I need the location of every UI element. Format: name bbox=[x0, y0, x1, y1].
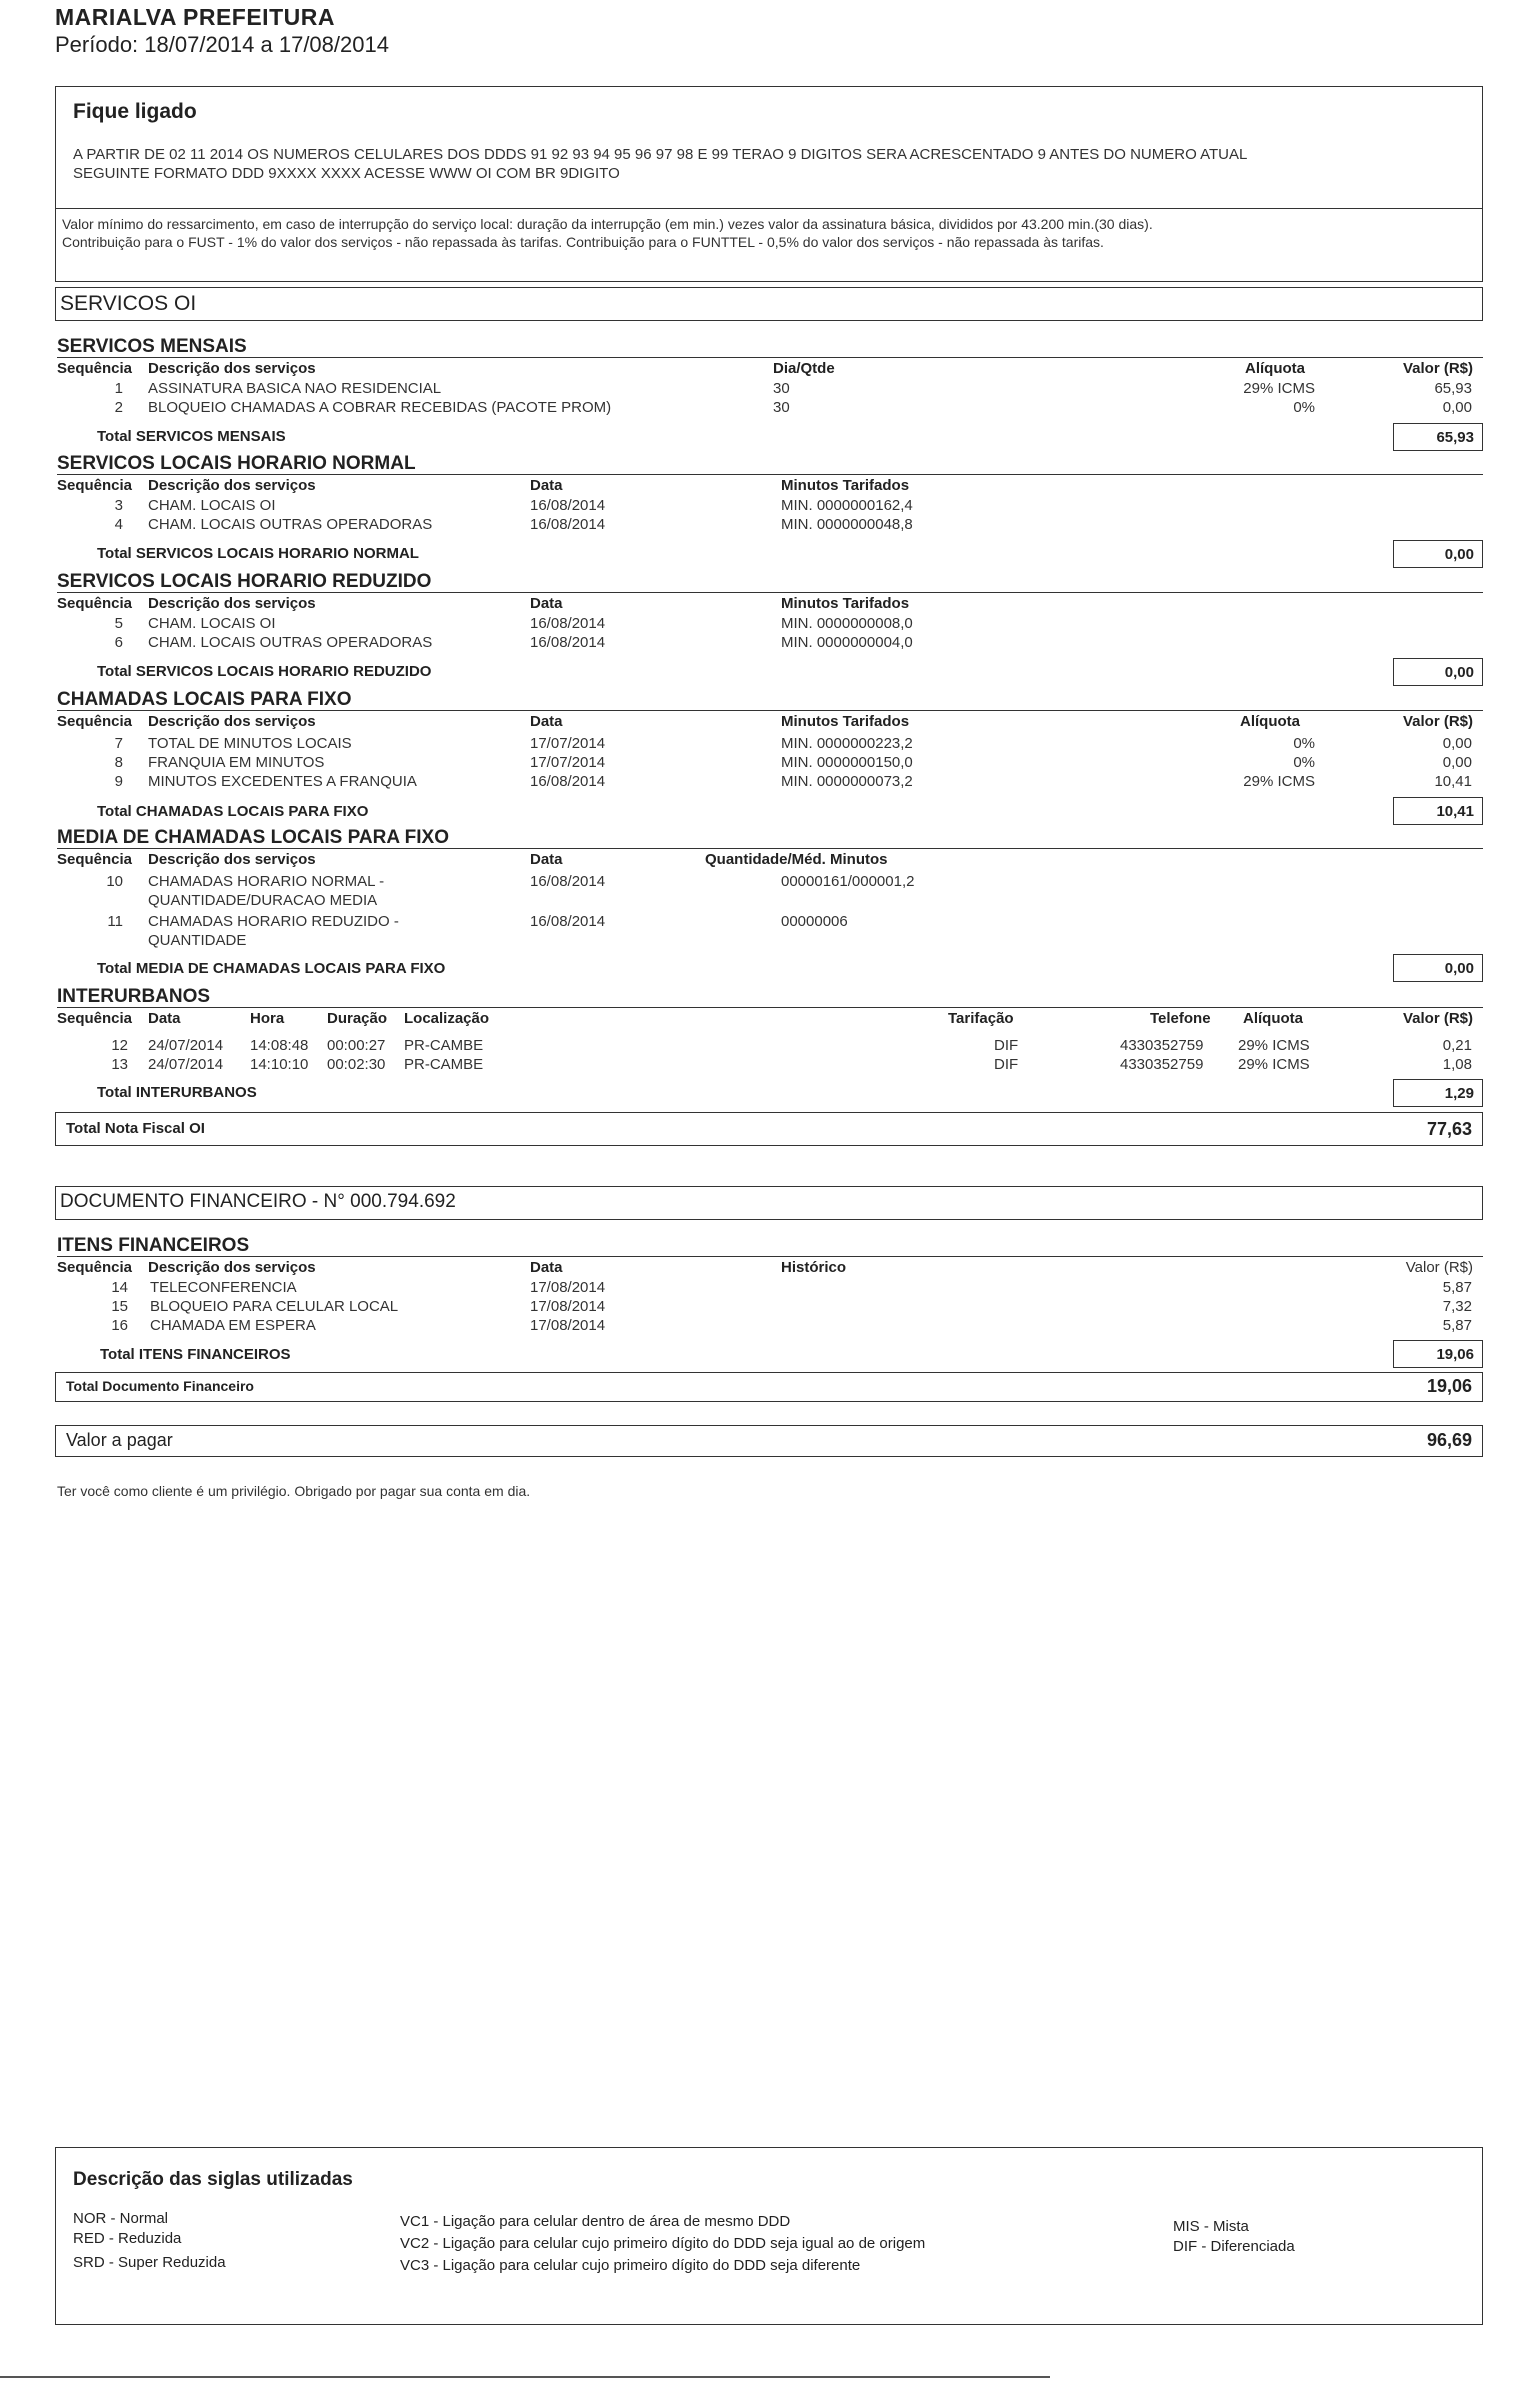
table-row-dur: 00:02:30 bbox=[327, 1056, 386, 1073]
legend-item: VC3 - Ligação para celular cujo primeiro dígito do DDD seja diferente bbox=[400, 2257, 861, 2274]
table-row-loc: PR-CAMBE bbox=[404, 1056, 484, 1073]
table-row-seq: 13 bbox=[111, 1056, 128, 1073]
media-fixo-col-seq: Sequência bbox=[57, 851, 133, 868]
table-row-min: MIN. 0000000048,8 bbox=[781, 516, 913, 533]
table-row-desc: CHAMADAS HORARIO NORMAL - bbox=[148, 873, 385, 890]
table-row-tarif: DIF bbox=[994, 1056, 1019, 1073]
table-row-data: 17/08/2014 bbox=[530, 1317, 606, 1334]
mensais-col-dia: Dia/Qtde bbox=[773, 360, 835, 377]
table-row-seq: 6 bbox=[114, 634, 123, 651]
table-row-valor: 5,87 bbox=[1442, 1317, 1472, 1334]
table-row-desc: QUANTIDADE/DURACAO MEDIA bbox=[148, 892, 378, 909]
table-row-valor: 0,00 bbox=[1442, 754, 1472, 771]
locais-normal-col-seq: Sequência bbox=[57, 477, 133, 494]
table-row-desc: MINUTOS EXCEDENTES A FRANQUIA bbox=[148, 773, 417, 790]
legend-item: NOR - Normal bbox=[73, 2210, 169, 2227]
legend-item: RED - Reduzida bbox=[73, 2230, 182, 2247]
table-row-hora: 14:10:10 bbox=[250, 1056, 309, 1073]
table-row-hora: 14:08:48 bbox=[250, 1037, 309, 1054]
table-row-tel: 4330352759 bbox=[1120, 1037, 1204, 1054]
documento-financeiro-total-box bbox=[55, 1372, 1483, 1402]
table-row-valor: 5,87 bbox=[1442, 1279, 1472, 1296]
table-row-data: 17/07/2014 bbox=[530, 754, 606, 771]
table-row-valor: 0,21 bbox=[1442, 1037, 1472, 1054]
table-row-seq: 12 bbox=[111, 1037, 128, 1054]
table-row-aliq: 0% bbox=[1293, 399, 1315, 416]
locais-normal-col-desc: Descrição dos serviços bbox=[148, 477, 316, 494]
interurbanos-col-dur: Duração bbox=[327, 1010, 388, 1027]
table-row-dur: 00:00:27 bbox=[327, 1037, 386, 1054]
interurbanos-rule bbox=[57, 1007, 1483, 1008]
interurbanos-col-valor: Valor (R$) bbox=[1402, 1010, 1473, 1027]
locais-normal-title: SERVICOS LOCAIS HORARIO NORMAL bbox=[57, 453, 416, 474]
table-row-valor: 65,93 bbox=[1434, 380, 1472, 397]
documento-financeiro-label: Total Documento Financeiro bbox=[66, 1378, 254, 1394]
itens-total-label: Total ITENS FINANCEIROS bbox=[100, 1346, 291, 1363]
table-row-data: 24/07/2014 bbox=[148, 1056, 224, 1073]
table-row-desc: TELECONFERENCIA bbox=[150, 1279, 297, 1296]
table-row-valor: 1,08 bbox=[1442, 1056, 1472, 1073]
locais-normal-rule bbox=[57, 474, 1483, 475]
table-row-desc: CHAMADA EM ESPERA bbox=[150, 1317, 316, 1334]
table-row-data: 16/08/2014 bbox=[530, 873, 606, 890]
valor-a-pagar-total: 96,69 bbox=[1426, 1430, 1472, 1450]
table-row-data: 16/08/2014 bbox=[530, 773, 606, 790]
table-row-tarif: DIF bbox=[994, 1037, 1019, 1054]
table-row-data: 16/08/2014 bbox=[530, 615, 606, 632]
company-name: MARIALVA PREFEITURA bbox=[55, 4, 335, 30]
thanks-message: Ter você como cliente é um privilégio. Obrigado por pagar sua conta em dia. bbox=[57, 1483, 531, 1499]
interurbanos-col-seq: Sequência bbox=[57, 1010, 133, 1027]
chamadas-fixo-col-aliq: Alíquota bbox=[1240, 713, 1300, 730]
interurbanos-col-hora: Hora bbox=[250, 1010, 285, 1027]
locais-reduzido-total-label: Total SERVICOS LOCAIS HORARIO REDUZIDO bbox=[97, 663, 432, 680]
notice-info-2: Contribuição para o FUST - 1% do valor dos serviços - não repassada às tarifas. Contribuição para o FUNTTEL - 0,5% do valor dos serviços - não repassada às tarifas. bbox=[62, 234, 1104, 250]
chamadas-fixo-col-data: Data bbox=[530, 713, 563, 730]
interurbanos-total-box: 1,29 bbox=[1393, 1079, 1483, 1107]
table-row-seq: 5 bbox=[114, 615, 123, 632]
mensais-col-aliq: Alíquota bbox=[1245, 360, 1305, 377]
table-row-seq: 3 bbox=[114, 497, 123, 514]
table-row-seq: 7 bbox=[114, 735, 123, 752]
legend-item: DIF - Diferenciada bbox=[1173, 2238, 1295, 2255]
table-row-aliq: 0% bbox=[1293, 754, 1315, 771]
media-fixo-col-desc: Descrição dos serviços bbox=[148, 851, 316, 868]
notice-box bbox=[55, 86, 1483, 282]
legend-item: SRD - Super Reduzida bbox=[73, 2254, 226, 2271]
chamadas-fixo-title: CHAMADAS LOCAIS PARA FIXO bbox=[57, 689, 352, 710]
table-row-min: MIN. 0000000162,4 bbox=[781, 497, 913, 514]
table-row-seq: 8 bbox=[114, 754, 123, 771]
itens-col-hist: Histórico bbox=[781, 1259, 847, 1276]
interurbanos-col-tarif: Tarifação bbox=[948, 1010, 1014, 1027]
table-row-valor: 0,00 bbox=[1442, 735, 1472, 752]
interurbanos-col-aliq: Alíquota bbox=[1243, 1010, 1303, 1027]
legend-item: VC2 - Ligação para celular cujo primeiro dígito do DDD seja igual ao de origem bbox=[400, 2235, 926, 2252]
table-row-loc: PR-CAMBE bbox=[404, 1037, 484, 1054]
nota-fiscal-total-box bbox=[55, 1112, 1483, 1146]
locais-reduzido-col-seq: Sequência bbox=[57, 595, 133, 612]
itens-col-desc: Descrição dos serviços bbox=[148, 1259, 316, 1276]
itens-col-data: Data bbox=[530, 1259, 563, 1276]
media-fixo-total-label: Total MEDIA DE CHAMADAS LOCAIS PARA FIXO bbox=[97, 960, 446, 977]
locais-normal-col-min: Minutos Tarifados bbox=[781, 477, 910, 494]
mensais-rule bbox=[57, 357, 1483, 358]
media-fixo-rule bbox=[57, 848, 1483, 849]
table-row-seq: 9 bbox=[114, 773, 123, 790]
table-row-data: 16/08/2014 bbox=[530, 913, 606, 930]
table-row-aliq: 29% ICMS bbox=[1243, 773, 1315, 790]
locais-reduzido-total-box: 0,00 bbox=[1393, 658, 1483, 686]
notice-line-1: A PARTIR DE 02 11 2014 OS NUMEROS CELULARES DOS DDDS 91 92 93 94 95 96 97 98 E 99 TERAO 9 DIGITOS SERA ACRESCENTADO 9 ANTES DO NUMERO ATUAL bbox=[73, 146, 1248, 163]
table-row-desc: CHAM. LOCAIS OUTRAS OPERADORAS bbox=[148, 634, 433, 651]
table-row-aliq: 0% bbox=[1293, 735, 1315, 752]
notice-title: Fique ligado bbox=[73, 100, 197, 123]
table-row-seq: 14 bbox=[111, 1279, 128, 1296]
notice-line-2: SEGUINTE FORMATO DDD 9XXXX XXXX ACESSE WWW OI COM BR 9DIGITO bbox=[73, 165, 620, 182]
mensais-title: SERVICOS MENSAIS bbox=[57, 336, 247, 357]
documento-financeiro-title: DOCUMENTO FINANCEIRO - N° 000.794.692 bbox=[60, 1191, 456, 1212]
locais-normal-col-data: Data bbox=[530, 477, 563, 494]
table-row-desc: CHAM. LOCAIS OUTRAS OPERADORAS bbox=[148, 516, 433, 533]
table-row-min: MIN. 0000000008,0 bbox=[781, 615, 913, 632]
table-row-aliq: 29% ICMS bbox=[1243, 380, 1315, 397]
mensais-total-label: Total SERVICOS MENSAIS bbox=[97, 428, 286, 445]
table-row-data: 17/08/2014 bbox=[530, 1298, 606, 1315]
locais-reduzido-rule bbox=[57, 592, 1483, 593]
table-row-aliq: 29% ICMS bbox=[1238, 1056, 1310, 1073]
table-row-valor: 0,00 bbox=[1442, 399, 1472, 416]
table-row-dia: 30 bbox=[773, 380, 790, 397]
chamadas-fixo-col-valor: Valor (R$) bbox=[1402, 713, 1473, 730]
valor-a-pagar-box bbox=[55, 1425, 1483, 1457]
chamadas-fixo-total-label: Total CHAMADAS LOCAIS PARA FIXO bbox=[97, 803, 369, 820]
interurbanos-col-data: Data bbox=[148, 1010, 181, 1027]
media-fixo-col-qtd: Quantidade/Méd. Minutos bbox=[705, 851, 888, 868]
table-row-valor: 10,41 bbox=[1434, 773, 1472, 790]
table-row-desc: CHAM. LOCAIS OI bbox=[148, 615, 276, 632]
table-row-desc: ASSINATURA BASICA NAO RESIDENCIAL bbox=[148, 380, 442, 397]
legend-title: Descrição das siglas utilizadas bbox=[73, 2169, 353, 2190]
table-row-seq: 2 bbox=[114, 399, 123, 416]
table-row-desc: FRANQUIA EM MINUTOS bbox=[148, 754, 325, 771]
mensais-total-box: 65,93 bbox=[1393, 423, 1483, 451]
legend-item: VC1 - Ligação para celular dentro de área de mesmo DDD bbox=[400, 2213, 791, 2230]
table-row-desc: TOTAL DE MINUTOS LOCAIS bbox=[148, 735, 352, 752]
chamadas-fixo-col-desc: Descrição dos serviços bbox=[148, 713, 316, 730]
locais-reduzido-title: SERVICOS LOCAIS HORARIO REDUZIDO bbox=[57, 571, 432, 592]
table-row-desc: CHAM. LOCAIS OI bbox=[148, 497, 276, 514]
billing-period: Período: 18/07/2014 a 17/08/2014 bbox=[55, 32, 389, 57]
itens-col-seq: Sequência bbox=[57, 1259, 133, 1276]
locais-reduzido-col-desc: Descrição dos serviços bbox=[148, 595, 316, 612]
table-row-dia: 30 bbox=[773, 399, 790, 416]
table-row-data: 16/08/2014 bbox=[530, 516, 606, 533]
legend-item: MIS - Mista bbox=[1173, 2218, 1249, 2235]
locais-reduzido-col-data: Data bbox=[530, 595, 563, 612]
table-row-qtd: 00000006 bbox=[781, 913, 848, 930]
mensais-col-valor: Valor (R$) bbox=[1402, 360, 1473, 377]
notice-divider bbox=[56, 208, 1482, 209]
table-row-valor: 7,32 bbox=[1442, 1298, 1472, 1315]
table-row-seq: 1 bbox=[114, 380, 123, 397]
itens-total-box: 19,06 bbox=[1393, 1340, 1483, 1368]
interurbanos-col-loc: Localização bbox=[404, 1010, 490, 1027]
table-row-seq: 11 bbox=[107, 913, 123, 930]
interurbanos-title: INTERURBANOS bbox=[57, 986, 211, 1007]
table-row-desc: BLOQUEIO CHAMADAS A COBRAR RECEBIDAS (PACOTE PROM) bbox=[148, 399, 612, 416]
table-row-data: 17/08/2014 bbox=[530, 1279, 606, 1296]
interurbanos-total-label: Total INTERURBANOS bbox=[97, 1084, 257, 1101]
chamadas-fixo-col-seq: Sequência bbox=[57, 713, 133, 730]
locais-normal-total-label: Total SERVICOS LOCAIS HORARIO NORMAL bbox=[97, 545, 419, 562]
table-row-min: MIN. 0000000004,0 bbox=[781, 634, 913, 651]
table-row-data: 16/08/2014 bbox=[530, 634, 606, 651]
mensais-col-seq: Sequência bbox=[57, 360, 133, 377]
notice-info-1: Valor mínimo do ressarcimento, em caso de interrupção do serviço local: duração da interrupção (em min.) vezes valor da assinatura básica, divididos por 43.200 min.(30 dias). bbox=[62, 216, 1153, 232]
itens-financeiros-rule bbox=[57, 1256, 1483, 1257]
table-row-desc: CHAMADAS HORARIO REDUZIDO - bbox=[148, 913, 399, 930]
documento-financeiro-total: 19,06 bbox=[1426, 1376, 1472, 1396]
table-row-data: 16/08/2014 bbox=[530, 497, 606, 514]
table-row-min: MIN. 0000000223,2 bbox=[781, 735, 913, 752]
table-row-min: MIN. 0000000073,2 bbox=[781, 773, 913, 790]
locais-normal-total-box: 0,00 bbox=[1393, 540, 1483, 568]
table-row-tel: 4330352759 bbox=[1120, 1056, 1204, 1073]
section-servicos-oi bbox=[55, 287, 1483, 321]
nota-fiscal-total: 77,63 bbox=[1426, 1119, 1472, 1139]
table-row-seq: 15 bbox=[111, 1298, 128, 1315]
table-row-seq: 4 bbox=[114, 516, 123, 533]
mensais-col-desc: Descrição dos serviços bbox=[148, 360, 316, 377]
table-row-desc: QUANTIDADE bbox=[148, 932, 247, 949]
table-row-qtd: 00000161/000001,2 bbox=[781, 873, 915, 890]
table-row-aliq: 29% ICMS bbox=[1238, 1037, 1310, 1054]
media-fixo-col-data: Data bbox=[530, 851, 563, 868]
media-fixo-total-box: 0,00 bbox=[1393, 954, 1483, 982]
bottom-divider bbox=[0, 2376, 1050, 2378]
itens-col-valor: Valor (R$) bbox=[1405, 1259, 1473, 1276]
table-row-data: 24/07/2014 bbox=[148, 1037, 224, 1054]
chamadas-fixo-rule bbox=[57, 710, 1483, 711]
table-row-data: 17/07/2014 bbox=[530, 735, 606, 752]
chamadas-fixo-col-min: Minutos Tarifados bbox=[781, 713, 910, 730]
table-row-seq: 10 bbox=[106, 873, 123, 890]
section-servicos-oi-title: SERVICOS OI bbox=[60, 292, 197, 315]
itens-financeiros-title: ITENS FINANCEIROS bbox=[57, 1235, 250, 1256]
table-row-desc: BLOQUEIO PARA CELULAR LOCAL bbox=[150, 1298, 399, 1315]
media-fixo-title: MEDIA DE CHAMADAS LOCAIS PARA FIXO bbox=[57, 827, 449, 848]
table-row-seq: 16 bbox=[111, 1317, 128, 1334]
nota-fiscal-label: Total Nota Fiscal OI bbox=[66, 1120, 205, 1137]
valor-a-pagar-label: Valor a pagar bbox=[66, 1430, 173, 1450]
chamadas-fixo-total-box: 10,41 bbox=[1393, 797, 1483, 825]
interurbanos-col-tel: Telefone bbox=[1150, 1010, 1211, 1027]
table-row-min: MIN. 0000000150,0 bbox=[781, 754, 913, 771]
locais-reduzido-col-min: Minutos Tarifados bbox=[781, 595, 910, 612]
